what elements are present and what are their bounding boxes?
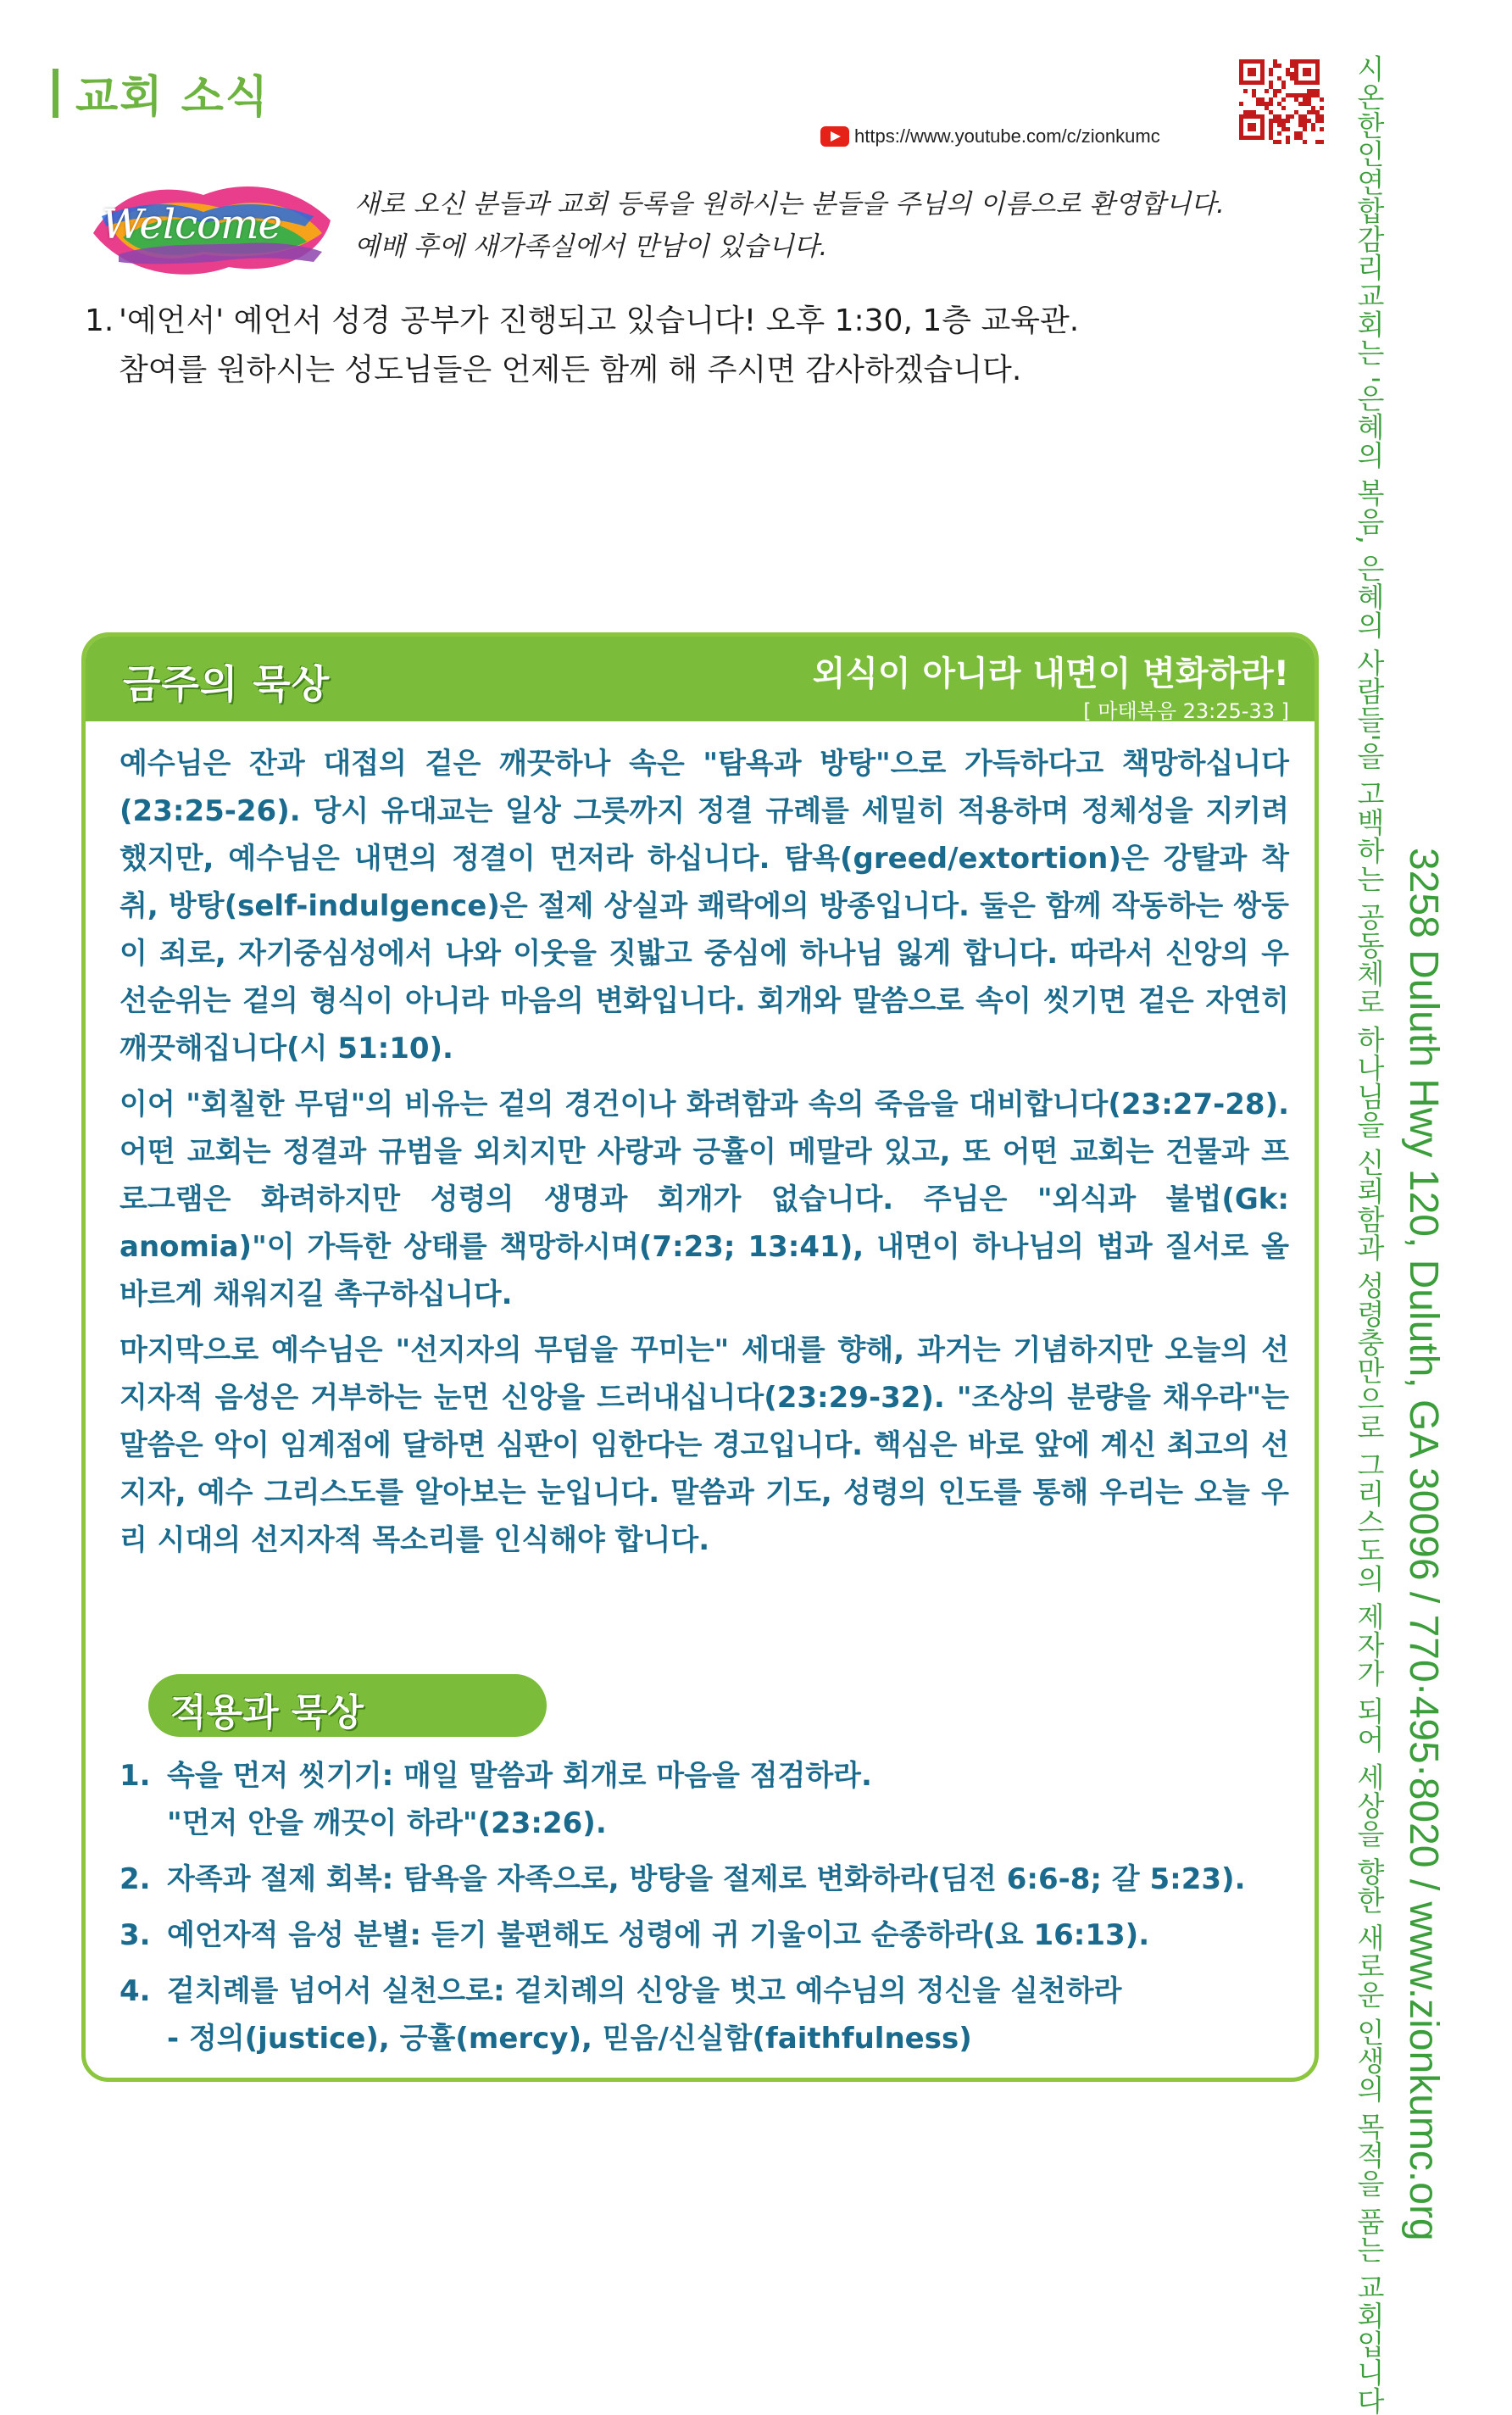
- application-item: [120, 1967, 1289, 2062]
- youtube-link[interactable]: [820, 125, 1160, 147]
- welcome-message: [354, 183, 1225, 268]
- page-title: 교회 소식: [75, 72, 270, 123]
- notice-list: [85, 297, 1079, 395]
- notice-line: 참여를 원하시는 성도님들은 언제든 함께 해 주시면 감사하겠습니다.: [119, 353, 1022, 387]
- youtube-icon: [820, 126, 849, 147]
- application-line: 겉치례를 넘어서 실천으로: 겉치례의 신앙을 벗고 예수님의 정신을 실천하라: [167, 1974, 1122, 2008]
- meditation-paragraph: 이어 "회칠한 무덤"의 비유는 겉의 경건이나 화려함과 속의 죽음을 대비합니다(23:27-28). 어떤 교회는 정결과 규범을 외치지만 사랑과 긍휼이 메말라 있고, 또 어떤 교회는 건물과 프로그램은 화려하지만 성령의 생명과 회개가 없습니다. 주님은 "외식과 불법(Gk: anomia)"이 가득한 상태를 책망하시며(7:23; 13:41), 내면이 하나님의 법과 질서로 올바르게 채워지길 촉구하십니다.: [120, 1088, 1289, 1311]
- application-list: [120, 1752, 1289, 2071]
- notice-line: '예언서' 예언서 성경 공부가 진행되고 있습니다! 오후 1:30, 1층 교육관.: [119, 303, 1080, 338]
- application-number: 3.: [120, 1918, 151, 1952]
- meditation-subtitle: 외식이 아니라 내면이 변화하라!: [812, 654, 1289, 693]
- application-item: [120, 1911, 1289, 1959]
- application-item: [120, 1856, 1289, 1903]
- church-address: 3258 Duluth Hwy 120, Duluth, GA 30096 / 770·495·8020 / www.zionkumc.org: [1401, 848, 1446, 2241]
- application-line: - 정의(justice), 긍휼(mercy), 믿음/신실함(faithfulness): [167, 2022, 972, 2056]
- application-title: 적용과 묵상: [170, 1691, 364, 1734]
- qr-code-icon[interactable]: [1239, 59, 1324, 146]
- application-number: 4.: [120, 1974, 151, 2008]
- mission-statement-vertical: [1349, 54, 1400, 2415]
- meditation-paragraph: 예수님은 잔과 대접의 겉은 깨끗하나 속은 "탐욕과 방탕"으로 가득하다고 책망하십니다(23:25-26). 당시 유대교는 일상 그릇까지 정결 규례를 세밀히 적용하며 정체성을 지키려 했지만, 예수님은 내면의 정결이 먼저라 하십니다. 탐욕(greed/extortion)은 강탈과 착취, 방탕(self-indulgence)은 절제 상실과 쾌락에의 방종입니다. 둘은 함께 작동하는 쌍둥이 죄로, 자기중심성에서 나와 이웃을 짓밟고 중심에 하나님 잃게 합니다. 따라서 신앙의 우선순위는 겉의 형식이 아니라 마음의 변화입니다. 회개와 말씀으로 속이 씻기면 겉은 자연히 깨끗해집니다(시 51:10).: [120, 747, 1289, 1066]
- youtube-url: https://www.youtube.com/c/zionkumc: [854, 125, 1160, 147]
- application-number: 1.: [120, 1759, 151, 1793]
- meditation-header: [86, 637, 1315, 721]
- application-item: [120, 1752, 1289, 1847]
- application-line: 예언자적 음성 분별: 듣기 불편해도 성령에 귀 기울이고 순종하라(요 16:13).: [167, 1918, 1150, 1952]
- meditation-paragraph: 마지막으로 예수님은 "선지자의 무덤을 꾸미는" 세대를 향해, 과거는 기념하지만 오늘의 선지자적 음성은 거부하는 눈먼 신앙을 드러내십니다(23:29-32). "조상의 분량을 채우라"는 말씀은 악이 임계점에 달하면 심판이 임한다는 경고입니다. 핵심은 바로 앞에 계신 최고의 선지자, 예수 그리스도를 알아보는 눈입니다. 말씀과 기도, 성령의 인도를 통해 우리는 오늘 우리 시대의 선지자적 목소리를 인식해야 합니다.: [120, 1333, 1289, 1557]
- welcome-logo-text: Welcome: [102, 201, 281, 248]
- meditation-body: [120, 740, 1289, 1572]
- welcome-line: 예배 후에 새가족실에서 만남이 있습니다.: [354, 231, 828, 262]
- mission-statement: 시온한인연합감리교회는 '은혜의 복음, 은혜의 사람들'을 고백하는 공동체로 하나님을 신뢰함과 성령충만으로 그리스도의 제자가 되어 세상을 향한 새로운 인생의 목적을 품는 교회입니다: [1353, 54, 1386, 2415]
- notice-number: 1.: [85, 303, 114, 338]
- address-vertical: [1400, 848, 1485, 2241]
- meditation-title: 금주의 묵상: [123, 661, 331, 707]
- section-header: [53, 61, 270, 125]
- application-line: 자족과 절제 회복: 탐욕을 자족으로, 방탕을 절제로 변화하라(딤전 6:6-8; 갈 5:23).: [167, 1862, 1246, 1896]
- application-line: "먼저 안을 깨끗이 하라"(23:26).: [167, 1806, 607, 1840]
- scripture-reference: [ 마태복음 23:25-33 ]: [1083, 699, 1289, 723]
- meditation-box: [81, 632, 1319, 2082]
- welcome-line: 새로 오신 분들과 교회 등록을 원하시는 분들을 주님의 이름으로 환영합니다.: [354, 189, 1225, 220]
- notice-item: [85, 297, 1079, 346]
- application-number: 2.: [120, 1862, 151, 1896]
- header-accent-bar: [53, 69, 58, 118]
- application-line: 속을 먼저 씻기기: 매일 말씀과 회개로 마음을 점검하라.: [167, 1759, 872, 1793]
